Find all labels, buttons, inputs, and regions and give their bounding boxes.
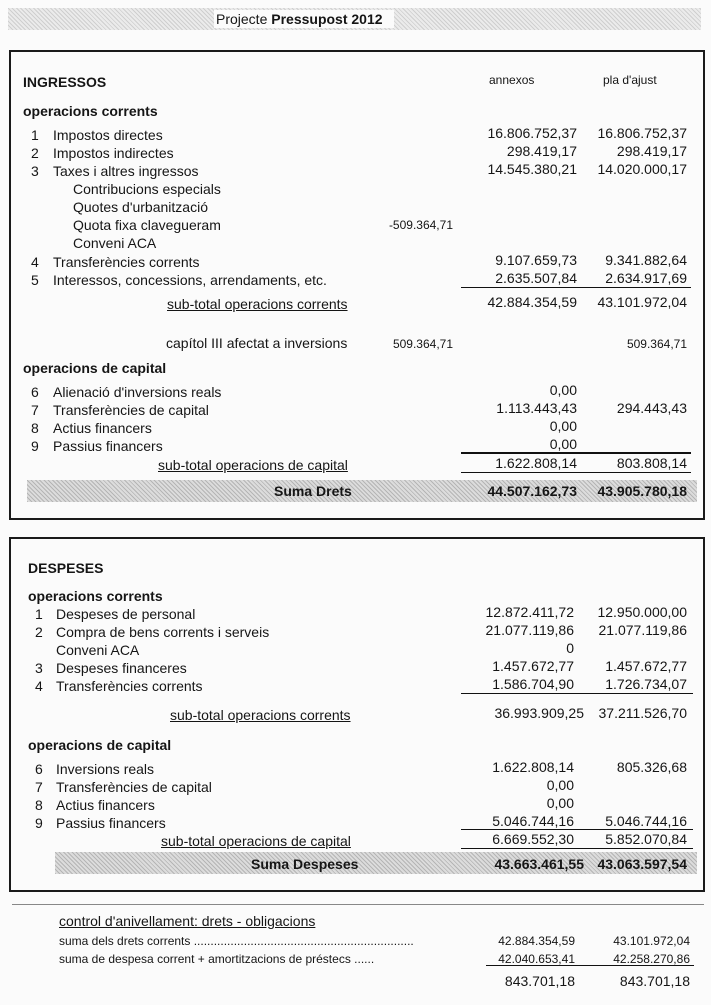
suma-despeses-pla: 43.063.597,54: [597, 856, 687, 872]
des-cap-label: Passius financers: [56, 815, 166, 831]
ing-cap-annexos: 0,00: [549, 382, 577, 398]
control-row1-pla: 43.101.972,04: [613, 934, 690, 948]
control-row2-label: suma de despesa corrent + amortitzacions de préstecs ......: [59, 952, 375, 966]
des-cap-label: Actius financers: [56, 797, 155, 813]
des-row-pla: 12.950.000,00: [597, 604, 687, 620]
des-cap-label: Inversions reals: [56, 761, 155, 777]
des-subtotal-corrents-annexos: 36.993.909,25: [494, 705, 584, 721]
title-bar: [8, 8, 701, 30]
ing-row-annexos: 14.545.380,21: [487, 161, 577, 177]
capitol-iii-pla: 509.364,71: [626, 337, 687, 351]
ing-sub-item: Quotes d'urbanització: [73, 199, 208, 215]
divider: [461, 452, 691, 454]
des-row-annexos: 1.586.704,90: [492, 676, 574, 692]
ing-cap-label: Passius financers: [53, 438, 163, 454]
control-result-annexos: 843.701,18: [504, 973, 575, 989]
ing-cap-label: Transferències de capital: [53, 402, 209, 418]
ing-row-num: 5: [31, 272, 39, 288]
subtotal-corrents-pla: 43.101.972,04: [597, 294, 687, 310]
clavegueram-value: -509.364,71: [388, 218, 453, 232]
divider: [12, 904, 704, 905]
control-row1-label: suma dels drets corrents ..................................................................: [59, 934, 414, 948]
des-row-label: Despeses financeres: [56, 660, 187, 676]
des-row-pla: 1.457.672,77: [605, 658, 687, 674]
des-corrents-heading: operacions corrents: [28, 588, 163, 604]
capitol-iii-mid: 509.364,71: [392, 337, 453, 351]
subtotal-corrents-annexos: 42.884.354,59: [487, 294, 577, 310]
des-cap-label: Transferències de capital: [56, 779, 212, 795]
control-row2-annexos: 42.040.653,41: [498, 952, 575, 966]
ing-row-label: Interessos, concessions, arrendaments, etc.: [53, 272, 327, 288]
subtotal-capital-annexos: 1.622.808,14: [495, 455, 577, 471]
col-annexos-header: annexos: [489, 73, 535, 87]
ing-cap-pla: 294.443,43: [616, 400, 687, 416]
des-row-num: 1: [35, 606, 43, 622]
ing-row-pla: 2.634.917,69: [605, 270, 687, 286]
control-heading: control d'anivellament: drets - obligacions: [59, 913, 316, 929]
divider: [461, 472, 691, 473]
suma-despeses-label: Suma Despeses: [251, 856, 359, 872]
ing-corrents-heading: operacions corrents: [23, 103, 158, 119]
divider: [461, 287, 691, 288]
des-row-label: Transferències corrents: [56, 678, 203, 694]
suma-drets-label: Suma Drets: [274, 483, 352, 499]
ing-row-num: 4: [31, 254, 39, 270]
ing-cap-num: 8: [31, 420, 39, 436]
des-cap-pla: 805.326,68: [616, 759, 687, 775]
ing-row-label: Taxes i altres ingressos: [53, 163, 199, 179]
ing-row-pla: 9.341.882,64: [605, 252, 687, 268]
des-row-pla: 21.077.119,86: [598, 622, 687, 638]
des-cap-annexos: 0,00: [546, 795, 574, 811]
ing-row-pla: 14.020.000,17: [597, 161, 687, 177]
des-conveni-annexos: 0: [566, 640, 574, 656]
des-conveni-label: Conveni ACA: [56, 642, 140, 658]
title-main: Pressupost 2012: [271, 11, 383, 27]
document-title: [214, 10, 394, 28]
des-row-num: 2: [35, 624, 43, 640]
des-row-num: 4: [35, 678, 43, 694]
des-cap-num: 7: [35, 779, 43, 795]
subtotal-corrents-label: sub-total operacions corrents: [167, 296, 348, 312]
des-subtotal-corrents-label: sub-total operacions corrents: [170, 707, 351, 723]
des-capital-heading: operacions de capital: [28, 737, 172, 753]
des-row-label: Compra de bens corrents i serveis: [56, 624, 270, 640]
ing-sub-item: Quota fixa clavegueram: [73, 217, 221, 233]
control-result-pla: 843.701,18: [619, 973, 690, 989]
des-cap-annexos: 1.622.808,14: [492, 759, 574, 775]
des-row-annexos: 12.872.411,72: [485, 604, 574, 620]
des-row-label: Despeses de personal: [56, 606, 196, 622]
divider: [461, 848, 693, 849]
subtotal-capital-pla: 803.808,14: [616, 455, 687, 471]
ing-cap-annexos: 0,00: [549, 436, 577, 452]
ing-row-annexos: 298.419,17: [506, 143, 577, 159]
des-row-annexos: 21.077.119,86: [485, 622, 574, 638]
title-prefix: Projecte: [216, 11, 268, 27]
des-row-num: 3: [35, 660, 43, 676]
control-row1-annexos: 42.884.354,59: [498, 934, 575, 948]
des-cap-annexos: 0,00: [546, 777, 574, 793]
des-cap-num: 9: [35, 815, 43, 831]
ingressos-panel: [9, 50, 705, 520]
ing-row-num: 2: [31, 145, 39, 161]
divider: [486, 965, 694, 966]
des-row-annexos: 1.457.672,77: [492, 658, 574, 674]
ing-cap-num: 7: [31, 402, 39, 418]
ing-row-num: 3: [31, 163, 39, 179]
ing-cap-annexos: 0,00: [549, 418, 577, 434]
suma-despeses-annexos: 43.663.461,55: [494, 856, 584, 872]
divider: [461, 829, 693, 830]
ing-sub-item: Conveni ACA: [73, 235, 157, 251]
des-subtotal-capital-label: sub-total operacions de capital: [161, 833, 351, 849]
capitol-iii-label: capítol III afectat a inversions: [166, 335, 348, 351]
ing-row-annexos: 9.107.659,73: [495, 252, 577, 268]
ing-row-annexos: 2.635.507,84: [495, 270, 577, 286]
despeses-heading: DESPESES: [28, 560, 104, 576]
ing-capital-heading: operacions de capital: [23, 360, 167, 376]
suma-drets-annexos: 44.507.162,73: [487, 483, 577, 499]
subtotal-capital-label: sub-total operacions de capital: [158, 457, 348, 473]
ing-row-label: Impostos directes: [53, 127, 163, 143]
des-cap-pla: 5.046.744,16: [605, 813, 687, 829]
ingressos-heading: INGRESSOS: [23, 74, 107, 90]
ing-cap-num: 6: [31, 384, 39, 400]
ing-sub-item: Contribucions especials: [73, 181, 221, 197]
ing-cap-num: 9: [31, 438, 39, 454]
des-subtotal-capital-pla: 5.852.070,84: [605, 831, 687, 847]
suma-drets-pla: 43.905.780,18: [597, 483, 687, 499]
ing-row-label: Impostos indirectes: [53, 145, 174, 161]
ing-row-label: Transferències corrents: [53, 254, 200, 270]
ing-row-num: 1: [31, 127, 39, 143]
des-row-pla: 1.726.734,07: [605, 676, 687, 692]
control-row2-pla: 42.258.270,86: [613, 952, 690, 966]
des-cap-num: 6: [35, 761, 43, 777]
ing-cap-label: Actius financers: [53, 420, 152, 436]
des-cap-annexos: 5.046.744,16: [492, 813, 574, 829]
despeses-panel: [9, 537, 705, 892]
ing-row-pla: 16.806.752,37: [597, 125, 687, 141]
ing-row-annexos: 16.806.752,37: [487, 125, 577, 141]
divider: [461, 693, 693, 694]
des-subtotal-corrents-pla: 37.211.526,70: [598, 705, 687, 721]
ing-cap-label: Alienació d'inversions reals: [53, 384, 222, 400]
ing-cap-annexos: 1.113.443,43: [496, 400, 577, 416]
ing-row-pla: 298.419,17: [616, 143, 687, 159]
des-subtotal-capital-annexos: 6.669.552,30: [492, 831, 574, 847]
des-cap-num: 8: [35, 797, 43, 813]
col-pla-header: pla d'ajust: [603, 73, 657, 87]
